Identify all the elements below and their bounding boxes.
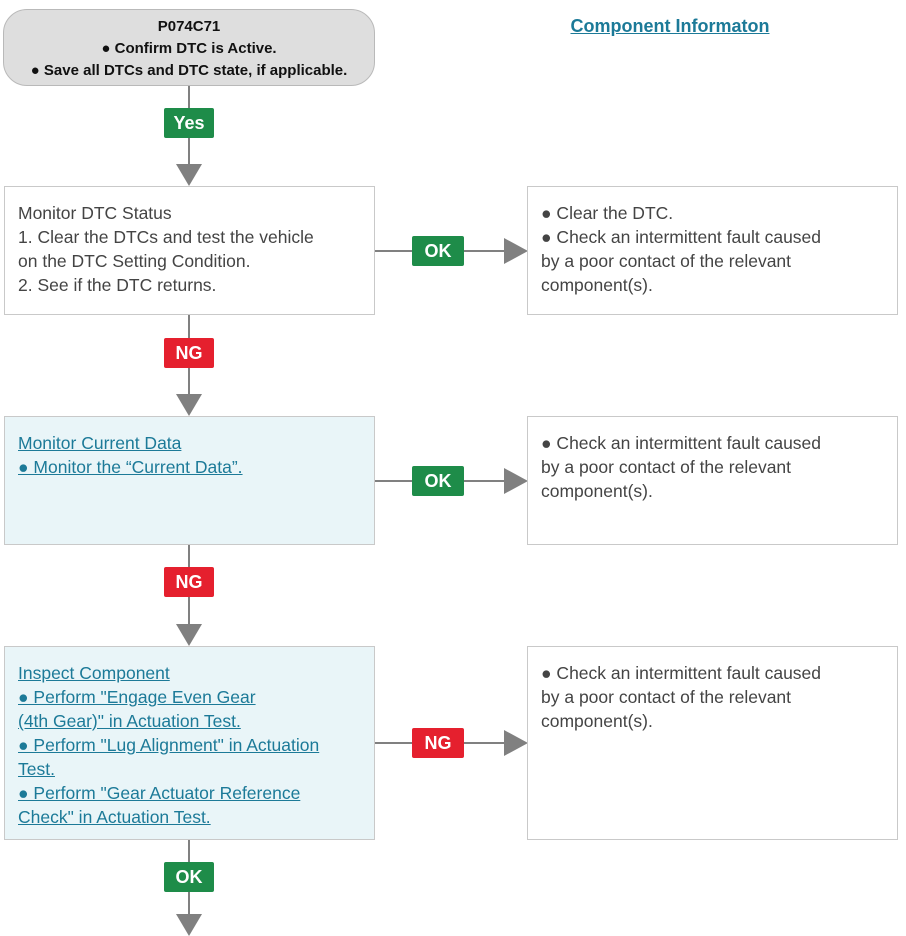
inspect-component-link[interactable]: Inspect Component — [18, 663, 170, 683]
result-box-1 — [527, 186, 898, 315]
result-line: component(s). — [541, 481, 653, 501]
monitor-current-data-box — [4, 416, 375, 545]
start-instruction-1: ● Confirm DTC is Active. — [101, 40, 277, 57]
engage-even-gear-link[interactable]: (4th Gear)" in Actuation Test. — [18, 711, 241, 731]
step-title: Monitor DTC Status — [18, 203, 172, 223]
start-instruction-2: ● Save all DTCs and DTC state, if applicable. — [30, 62, 348, 79]
ok-badge: OK — [412, 236, 464, 266]
result-box-3 — [527, 646, 898, 840]
yes-badge: Yes — [164, 108, 214, 138]
ng-badge: NG — [164, 338, 214, 368]
gear-actuator-reference-link[interactable]: Check" in Actuation Test. — [18, 807, 211, 827]
arrow-down-icon — [176, 394, 202, 416]
start-node — [3, 9, 375, 86]
step-line: 2. See if the DTC returns. — [18, 275, 217, 295]
arrow-right-icon — [504, 238, 528, 264]
result-line: ● Check an intermittent fault caused — [541, 433, 822, 453]
ng-badge: NG — [412, 728, 464, 758]
step-line: 1. Clear the DTCs and test the vehicle — [18, 227, 314, 247]
result-line: component(s). — [541, 275, 653, 295]
result-line: by a poor contact of the relevant — [541, 457, 792, 477]
arrow-down-icon — [176, 164, 202, 186]
result-line: by a poor contact of the relevant — [541, 251, 792, 271]
ok-badge: OK — [164, 862, 214, 892]
arrow-down-icon — [176, 624, 202, 646]
result-line: by a poor contact of the relevant — [541, 687, 792, 707]
ok-badge: OK — [412, 466, 464, 496]
result-line: ● Check an intermittent fault caused — [541, 227, 822, 247]
arrow-down-icon — [176, 914, 202, 936]
result-line: ● Clear the DTC. — [541, 203, 674, 223]
engage-even-gear-link[interactable]: ● Perform "Engage Even Gear — [18, 687, 256, 707]
gear-actuator-reference-link[interactable]: ● Perform "Gear Actuator Reference — [18, 783, 301, 803]
result-box-2 — [527, 416, 898, 545]
step-line: on the DTC Setting Condition. — [18, 251, 251, 271]
lug-alignment-link[interactable]: Test. — [18, 759, 55, 779]
ng-badge: NG — [164, 567, 214, 597]
arrow-right-icon — [504, 468, 528, 494]
monitor-dtc-status-box — [4, 186, 375, 315]
component-information-link[interactable]: Component Informaton — [570, 16, 770, 36]
inspect-component-box — [4, 646, 375, 840]
lug-alignment-link[interactable]: ● Perform "Lug Alignment" in Actuation — [18, 735, 320, 755]
result-line: ● Check an intermittent fault caused — [541, 663, 822, 683]
current-data-link[interactable]: ● Monitor the “Current Data”. — [18, 457, 243, 477]
dtc-code: P074C71 — [157, 18, 221, 35]
arrow-right-icon — [504, 730, 528, 756]
monitor-current-data-link[interactable]: Monitor Current Data — [18, 433, 182, 453]
result-line: component(s). — [541, 711, 653, 731]
